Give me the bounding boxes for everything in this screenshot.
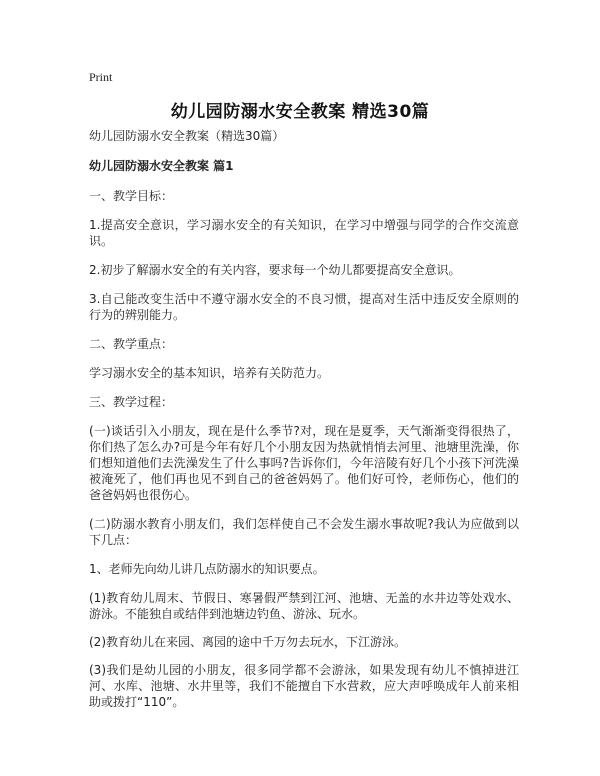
print-label: Print — [89, 70, 113, 84]
objective-2: 2.初步了解溺水安全的有关内容，要求每一个幼儿都要提高安全意识。 — [89, 263, 461, 277]
document-body — [89, 128, 519, 722]
knowledge-point-1: (1)教育幼儿周末、节假日、寒暑假严禁到江河、池塘、无盖的水井边等处戏水、游泳。不能独自或结伴到池塘边钓鱼、游泳、玩水。 — [89, 591, 519, 621]
document-subtitle: 幼儿园防溺水安全教案（精选30篇） — [89, 129, 285, 143]
process-part-1: (一)谈话引入小朋友，现在是什么季节?对，现在是夏季，天气渐渐变得很热了，你们热了怎么办?可是今年有好几个小朋友因为热就悄悄去河里、池塘里洗澡，你们想知道他们去洗澡发生了什么事吗?告诉你们，今年涪陵有好几个小孩下河洗澡被淹死了，他们再也见不到自己的爸爸妈妈了。他们好可怜，老师伤心，他们的爸爸妈妈也很伤心。 — [89, 424, 519, 502]
objective-1: 1.提高安全意识，学习溺水安全的有关知识，在学习中增强与同学的合作交流意识。 — [89, 218, 519, 248]
key-points-text: 学习溺水安全的基本知识，培养有关防范力。 — [89, 366, 330, 380]
heading-objectives: 一、教学目标： — [89, 189, 174, 203]
process-part-2: (二)防溺水教育小朋友们，我们怎样使自己不会发生溺水事故呢?我认为应做到以下几点： — [89, 517, 519, 547]
document-title: 幼儿园防溺水安全教案 精选30篇 — [170, 102, 430, 122]
objective-3: 3.自己能改变生活中不遵守溺水安全的不良习惯，提高对生活中违反安全原则的行为的辨别能力。 — [89, 292, 519, 322]
knowledge-point-2: (2)教育幼儿在来园、离园的途中千万勿去玩水，下江游泳。 — [89, 635, 407, 649]
knowledge-point-3: (3)我们是幼儿园的小朋友，很多同学都不会游泳，如果发现有幼儿不慎掉进江河、水库、池塘、水井里等，我们不能擅自下水营救，应大声呼唤成年人前来相助或拨打“110”。 — [89, 663, 519, 709]
heading-process: 三、教学过程： — [89, 395, 174, 409]
heading-key-points: 二、教学重点： — [89, 337, 174, 351]
knowledge-points-intro: 1、老师先向幼儿讲几点防溺水的知识要点。 — [89, 562, 325, 576]
section-heading: 幼儿园防溺水安全教案 篇1 — [89, 159, 234, 173]
